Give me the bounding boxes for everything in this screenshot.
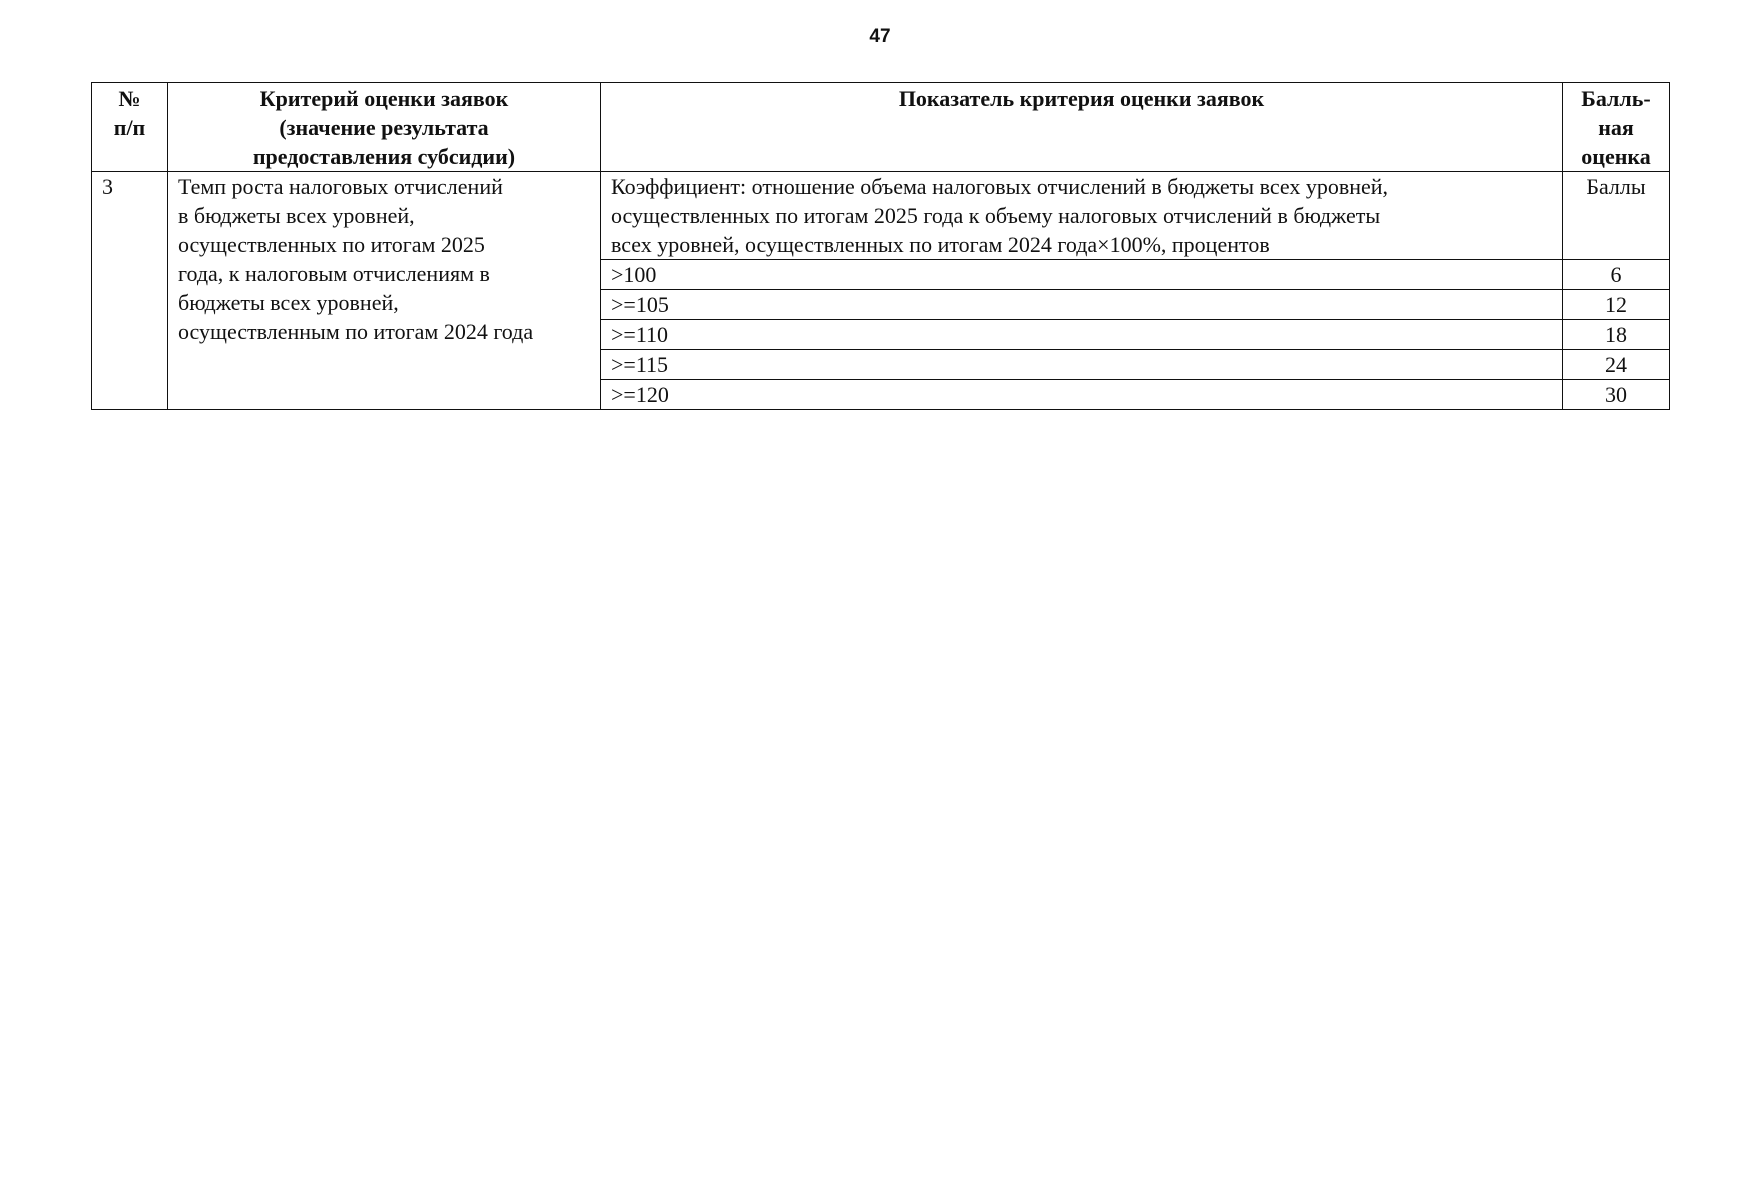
criterion-line: осуществленных по итогам 2025 [178, 232, 485, 257]
header-criterion-line: предоставления субсидии) [252, 144, 516, 169]
header-score-line: оценка [1581, 144, 1651, 169]
criterion-line: осуществленным по итогам 2024 года [178, 319, 534, 344]
header-number-line: п/п [113, 115, 146, 140]
row-score-unit: Баллы [1563, 172, 1670, 260]
header-number-line: № [118, 86, 141, 111]
header-criterion-line: Критерий оценки заявок [259, 86, 509, 111]
indicator-line: Коэффициент: отношение объема налоговых отчислений в бюджеты всех уровней, [611, 174, 1389, 199]
indicator-line: осуществленных по итогам 2025 года к объему налоговых отчислений в бюджеты [611, 203, 1381, 228]
header-criterion-line: (значение результата [279, 115, 489, 140]
threshold-score: 12 [1563, 290, 1670, 320]
criteria-table [91, 82, 1670, 410]
row-number: 3 [92, 172, 168, 410]
header-row [92, 83, 1670, 172]
threshold-condition: >=105 [601, 290, 1563, 320]
criterion-line: года, к налоговым отчислениям в [178, 261, 490, 286]
threshold-condition: >100 [601, 260, 1563, 290]
threshold-score: 18 [1563, 320, 1670, 350]
criterion-line: Темп роста налоговых отчислений [178, 174, 503, 199]
header-score [1563, 83, 1670, 172]
criterion-line: бюджеты всех уровней, [178, 290, 399, 315]
threshold-score: 6 [1563, 260, 1670, 290]
header-score-line: Балль- [1581, 86, 1651, 111]
threshold-condition: >=120 [601, 380, 1563, 410]
table-row [92, 172, 1670, 260]
row-criterion [168, 172, 601, 410]
header-criterion [168, 83, 601, 172]
threshold-score: 30 [1563, 380, 1670, 410]
threshold-condition: >=110 [601, 320, 1563, 350]
indicator-line: всех уровней, осуществленных по итогам 2024 года×100%, процентов [611, 232, 1270, 257]
threshold-score: 24 [1563, 350, 1670, 380]
criterion-line: в бюджеты всех уровней, [178, 203, 415, 228]
row-indicator [601, 172, 1563, 260]
header-indicator: Показатель критерия оценки заявок [601, 83, 1563, 172]
threshold-condition: >=115 [601, 350, 1563, 380]
header-number [92, 83, 168, 172]
header-score-line: ная [1598, 115, 1634, 140]
page-number: 47 [869, 26, 891, 47]
